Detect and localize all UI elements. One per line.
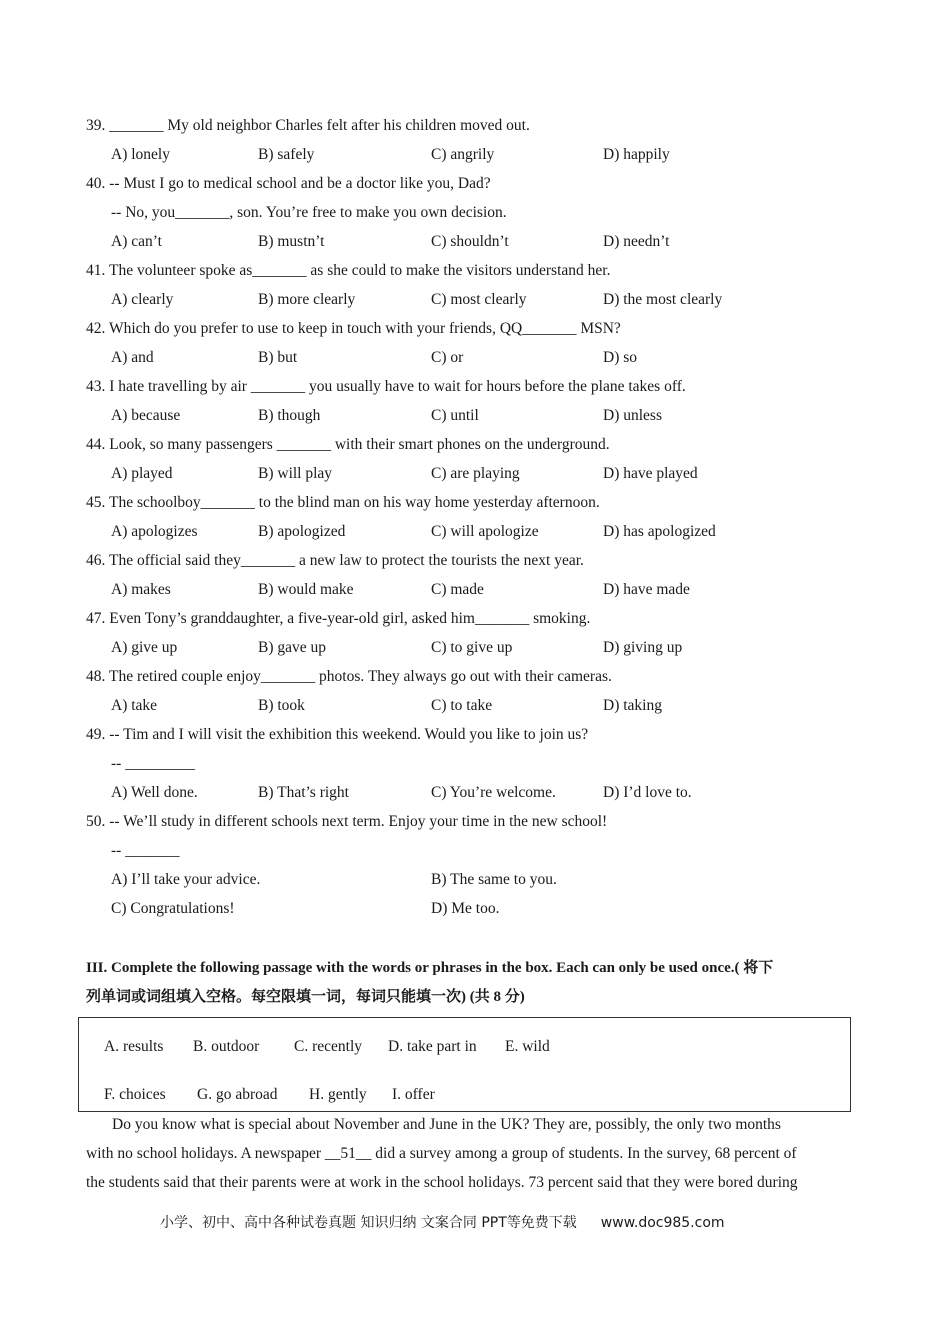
q46-option-b: B) would make	[258, 581, 354, 598]
q43-option-b: B) though	[258, 407, 321, 424]
q47-option-d: D) giving up	[603, 639, 683, 656]
word-option-a: A. results	[104, 1038, 164, 1055]
question-46-stem: 46. The official said they_______ a new law to protect the tourists the next year.	[86, 552, 584, 569]
word-option-e: E. wild	[505, 1038, 550, 1055]
q45-option-a: A) apologizes	[111, 523, 198, 540]
q43-option-a: A) because	[111, 407, 181, 424]
q44-option-c: C) are playing	[431, 465, 520, 482]
question-48-stem: 48. The retired couple enjoy_______ photos. They always go out with their cameras.	[86, 668, 612, 685]
word-option-d: D. take part in	[388, 1038, 477, 1055]
word-option-i: I. offer	[392, 1086, 435, 1103]
question-49-reply: -- _________	[111, 755, 195, 772]
question-50-reply: -- _______	[111, 842, 180, 859]
q43-option-d: D) unless	[603, 407, 662, 424]
q45-option-c: C) will apologize	[431, 523, 539, 540]
q39-option-a: A) lonely	[111, 146, 170, 163]
passage-line-2: with no school holidays. A newspaper __51__ did a survey among a group of students. In the survey, 68 percent of	[86, 1145, 797, 1162]
q48-option-c: C) to take	[431, 697, 493, 714]
q50-option-a: A) I’ll take your advice.	[111, 871, 261, 888]
question-43-stem: 43. I hate travelling by air _______ you usually have to wait for hours before the plane takes off.	[86, 378, 686, 395]
q46-option-a: A) makes	[111, 581, 171, 598]
q49-option-c: C) You’re welcome.	[431, 784, 556, 801]
q50-option-b: B) The same to you.	[431, 871, 557, 888]
q45-option-d: D) has apologized	[603, 523, 716, 540]
word-box	[78, 1017, 851, 1112]
question-44-stem: 44. Look, so many passengers _______ with their smart phones on the underground.	[86, 436, 610, 453]
q41-option-c: C) most clearly	[431, 291, 527, 308]
q45-option-b: B) apologized	[258, 523, 346, 540]
q49-option-a: A) Well done.	[111, 784, 198, 801]
q42-option-b: B) but	[258, 349, 298, 366]
q48-option-b: B) took	[258, 697, 305, 714]
question-39-stem: 39. _______ My old neighbor Charles felt after his children moved out.	[86, 117, 530, 134]
q50-option-d: D) Me too.	[431, 900, 500, 917]
question-50-stem: 50. -- We’ll study in different schools next term. Enjoy your time in the new school!	[86, 813, 608, 830]
q39-option-c: C) angrily	[431, 146, 495, 163]
section-3-heading-line-1: III. Complete the following passage with the words or phrases in the box. Each can only be used once.( 将下	[86, 960, 774, 976]
q48-option-d: D) taking	[603, 697, 662, 714]
page-footer	[160, 1212, 725, 1232]
question-49-stem: 49. -- Tim and I will visit the exhibition this weekend. Would you like to join us?	[86, 726, 589, 743]
question-40-reply: -- No, you_______, son. You’re free to make you own decision.	[111, 204, 507, 221]
q39-option-b: B) safely	[258, 146, 315, 163]
q43-option-c: C) until	[431, 407, 479, 424]
q40-option-a: A) can’t	[111, 233, 162, 250]
q39-option-d: D) happily	[603, 146, 670, 163]
q40-option-b: B) mustn’t	[258, 233, 325, 250]
q42-option-c: C) or	[431, 349, 464, 366]
q46-option-d: D) have made	[603, 581, 690, 598]
q50-option-c: C) Congratulations!	[111, 900, 235, 917]
word-option-f: F. choices	[104, 1086, 166, 1103]
word-option-h: H. gently	[309, 1086, 367, 1103]
q40-option-d: D) needn’t	[603, 233, 670, 250]
question-41-stem: 41. The volunteer spoke as_______ as she could to make the visitors understand her.	[86, 262, 611, 279]
question-42-stem: 42. Which do you prefer to use to keep in touch with your friends, QQ_______ MSN?	[86, 320, 621, 337]
section-3-heading-line-2: 列单词或词组填入空格。每空限填一词，每词只能填一次) (共 8 分)	[86, 989, 525, 1005]
q40-option-c: C) shouldn’t	[431, 233, 509, 250]
q47-option-a: A) give up	[111, 639, 178, 656]
question-45-stem: 45. The schoolboy_______ to the blind man on his way home yesterday afternoon.	[86, 494, 600, 511]
q46-option-c: C) made	[431, 581, 484, 598]
q42-option-a: A) and	[111, 349, 154, 366]
q47-option-b: B) gave up	[258, 639, 327, 656]
q41-option-a: A) clearly	[111, 291, 174, 308]
q44-option-d: D) have played	[603, 465, 698, 482]
footer-text: 小学、初中、高中各种试卷真题 知识归纳 文案合同 PPT等免费下载	[160, 1215, 577, 1231]
q41-option-d: D) the most clearly	[603, 291, 723, 308]
passage-line-3: the students said that their parents were at work in the school holidays. 73 percent said that they were bored during	[86, 1174, 798, 1191]
word-option-b: B. outdoor	[193, 1038, 260, 1055]
q49-option-d: D) I’d love to.	[603, 784, 692, 801]
q47-option-c: C) to give up	[431, 639, 513, 656]
q41-option-b: B) more clearly	[258, 291, 356, 308]
q42-option-d: D) so	[603, 349, 638, 366]
q49-option-b: B) That’s right	[258, 784, 349, 801]
question-47-stem: 47. Even Tony’s granddaughter, a five-year-old girl, asked him_______ smoking.	[86, 610, 591, 627]
word-option-g: G. go abroad	[197, 1086, 278, 1103]
question-40-stem: 40. -- Must I go to medical school and be a doctor like you, Dad?	[86, 175, 491, 192]
word-option-c: C. recently	[294, 1038, 363, 1055]
passage-line-1: Do you know what is special about November and June in the UK? They are, possibly, the only two months	[112, 1116, 781, 1133]
footer-url[interactable]: www.doc985.com	[600, 1215, 725, 1231]
q44-option-b: B) will play	[258, 465, 333, 482]
q48-option-a: A) take	[111, 697, 158, 714]
q44-option-a: A) played	[111, 465, 173, 482]
